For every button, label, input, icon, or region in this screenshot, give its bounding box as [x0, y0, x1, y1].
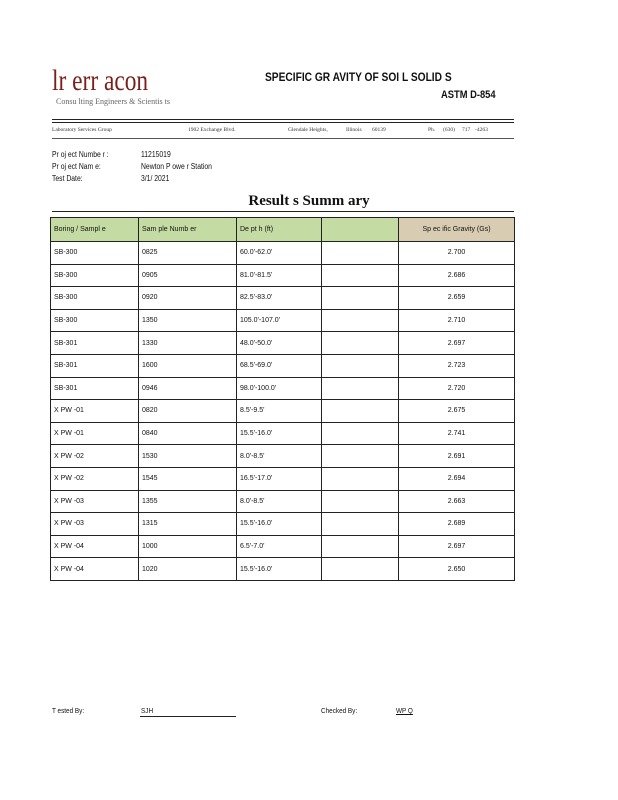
address-company: Laboratory Services Group — [52, 127, 112, 133]
cell-specific-gravity: 2.650 — [399, 558, 515, 581]
cell-depth: 68.5'-69.0' — [237, 354, 322, 377]
cell-boring-sample: X PW -03 — [51, 490, 139, 513]
cell-boring-sample: SB-300 — [51, 309, 139, 332]
cell-depth: 8.5'-9.5' — [237, 400, 322, 423]
project-name-value: Newton P owe r Station — [141, 162, 212, 171]
cell-sample-number: 1600 — [139, 354, 237, 377]
table-row — [51, 242, 515, 265]
cell-sample-number: 0946 — [139, 377, 237, 400]
cell-depth: 48.0'-50.0' — [237, 332, 322, 355]
address-divider — [52, 138, 514, 139]
cell-specific-gravity: 2.741 — [399, 422, 515, 445]
report-title: SPECIFIC GR AVITY OF SOI L SOLID S — [265, 70, 452, 84]
table-row — [51, 309, 515, 332]
cell-sample-number: 1350 — [139, 309, 237, 332]
tested-by-label: T ested By: — [52, 706, 85, 715]
table-row — [51, 377, 515, 400]
table-header-row — [51, 218, 515, 242]
cell-boring-sample: X PW -01 — [51, 422, 139, 445]
cell-sample-number: 1330 — [139, 332, 237, 355]
cell-specific-gravity: 2.697 — [399, 535, 515, 558]
header-divider-top — [52, 119, 514, 120]
cell-blank — [322, 242, 399, 265]
cell-blank — [322, 264, 399, 287]
project-name-label: Pr oj ect Nam e: — [52, 162, 101, 171]
cell-sample-number: 1315 — [139, 513, 237, 536]
cell-depth: 98.0'-100.0' — [237, 377, 322, 400]
cell-boring-sample: X PW -02 — [51, 467, 139, 490]
cell-depth: 15.5'-16.0' — [237, 558, 322, 581]
cell-specific-gravity: 2.663 — [399, 490, 515, 513]
cell-specific-gravity: 2.720 — [399, 377, 515, 400]
cell-boring-sample: SB-301 — [51, 377, 139, 400]
table-row — [51, 513, 515, 536]
cell-depth: 8.0'-8.5' — [237, 445, 322, 468]
report-standard: ASTM D-854 — [441, 89, 496, 101]
results-divider — [52, 211, 514, 212]
company-logo-tagline: Consu lting Engineers & Scientis ts — [56, 97, 170, 106]
header-blank — [322, 218, 399, 242]
table-row — [51, 264, 515, 287]
table-row — [51, 535, 515, 558]
project-number-label: Pr oj ect Numbe r : — [52, 150, 109, 159]
cell-sample-number: 1545 — [139, 467, 237, 490]
cell-boring-sample: X PW -03 — [51, 513, 139, 536]
cell-specific-gravity: 2.697 — [399, 332, 515, 355]
cell-blank — [322, 558, 399, 581]
table-row — [51, 467, 515, 490]
address-phone-line: -4263 — [475, 127, 488, 133]
cell-boring-sample: X PW -04 — [51, 558, 139, 581]
cell-sample-number: 1000 — [139, 535, 237, 558]
cell-boring-sample: SB-300 — [51, 242, 139, 265]
results-summary-title: Result s Summ ary — [248, 193, 370, 209]
address-zip: 60139 — [372, 127, 386, 133]
header-sample-number: Sam ple Numb er — [139, 218, 237, 242]
tested-by-line — [140, 716, 236, 717]
cell-depth: 16.5'-17.0' — [237, 467, 322, 490]
cell-boring-sample: SB-300 — [51, 264, 139, 287]
cell-specific-gravity: 2.686 — [399, 264, 515, 287]
cell-blank — [322, 445, 399, 468]
cell-sample-number: 0920 — [139, 287, 237, 310]
cell-blank — [322, 513, 399, 536]
cell-specific-gravity: 2.689 — [399, 513, 515, 536]
cell-depth: 15.5'-16.0' — [237, 513, 322, 536]
cell-blank — [322, 332, 399, 355]
table-row — [51, 354, 515, 377]
cell-blank — [322, 422, 399, 445]
header-boring-sample: Boring / Sampl e — [51, 218, 139, 242]
table-row — [51, 490, 515, 513]
table-row — [51, 400, 515, 423]
cell-specific-gravity: 2.694 — [399, 467, 515, 490]
cell-blank — [322, 377, 399, 400]
cell-blank — [322, 535, 399, 558]
test-date-value: 3/1/ 2021 — [141, 174, 170, 183]
cell-depth: 81.0'-81.5' — [237, 264, 322, 287]
cell-specific-gravity: 2.691 — [399, 445, 515, 468]
table-row — [51, 332, 515, 355]
cell-depth: 8.0'-8.5' — [237, 490, 322, 513]
address-street: 1902 Exchange Blvd. — [188, 127, 236, 133]
cell-boring-sample: SB-300 — [51, 287, 139, 310]
address-phone-label: Ph. — [428, 127, 436, 133]
cell-boring-sample: X PW -04 — [51, 535, 139, 558]
table-row — [51, 422, 515, 445]
cell-specific-gravity: 2.675 — [399, 400, 515, 423]
cell-specific-gravity: 2.710 — [399, 309, 515, 332]
cell-specific-gravity: 2.659 — [399, 287, 515, 310]
cell-blank — [322, 490, 399, 513]
cell-sample-number: 1355 — [139, 490, 237, 513]
project-number-value: 11215019 — [141, 150, 171, 159]
cell-blank — [322, 467, 399, 490]
cell-boring-sample: SB-301 — [51, 354, 139, 377]
tested-by-value: SJH — [141, 706, 154, 715]
cell-depth: 60.0'-62.0' — [237, 242, 322, 265]
cell-depth: 6.5'-7.0' — [237, 535, 322, 558]
cell-specific-gravity: 2.700 — [399, 242, 515, 265]
company-logo-name: lr err acon — [52, 64, 149, 97]
cell-sample-number: 0825 — [139, 242, 237, 265]
cell-boring-sample: SB-301 — [51, 332, 139, 355]
cell-boring-sample: X PW -02 — [51, 445, 139, 468]
address-city: Glendale Heights, — [288, 127, 328, 133]
table-row — [51, 445, 515, 468]
cell-depth: 82.5'-83.0' — [237, 287, 322, 310]
cell-sample-number: 0905 — [139, 264, 237, 287]
cell-boring-sample: X PW -01 — [51, 400, 139, 423]
results-table — [50, 217, 515, 581]
table-row — [51, 558, 515, 581]
cell-sample-number: 1020 — [139, 558, 237, 581]
address-state: Illinois — [346, 127, 362, 133]
cell-depth: 15.5'-16.0' — [237, 422, 322, 445]
cell-blank — [322, 309, 399, 332]
cell-sample-number: 0840 — [139, 422, 237, 445]
header-depth: De pt h (ft) — [237, 218, 322, 242]
cell-specific-gravity: 2.723 — [399, 354, 515, 377]
cell-depth: 105.0'-107.0' — [237, 309, 322, 332]
table-row — [51, 287, 515, 310]
test-date-label: Test Date: — [52, 174, 83, 183]
cell-sample-number: 1530 — [139, 445, 237, 468]
address-phone-prefix: 717 — [462, 127, 471, 133]
cell-blank — [322, 287, 399, 310]
address-phone-area: (630) — [443, 127, 455, 133]
checked-by-label: Checked By: — [321, 706, 358, 715]
cell-blank — [322, 354, 399, 377]
checked-by-value: WP Q — [396, 706, 413, 715]
header-divider-bottom — [52, 122, 514, 123]
cell-sample-number: 0820 — [139, 400, 237, 423]
cell-blank — [322, 400, 399, 423]
header-specific-gravity: Sp ec ific Gravity (Gs) — [399, 218, 515, 242]
